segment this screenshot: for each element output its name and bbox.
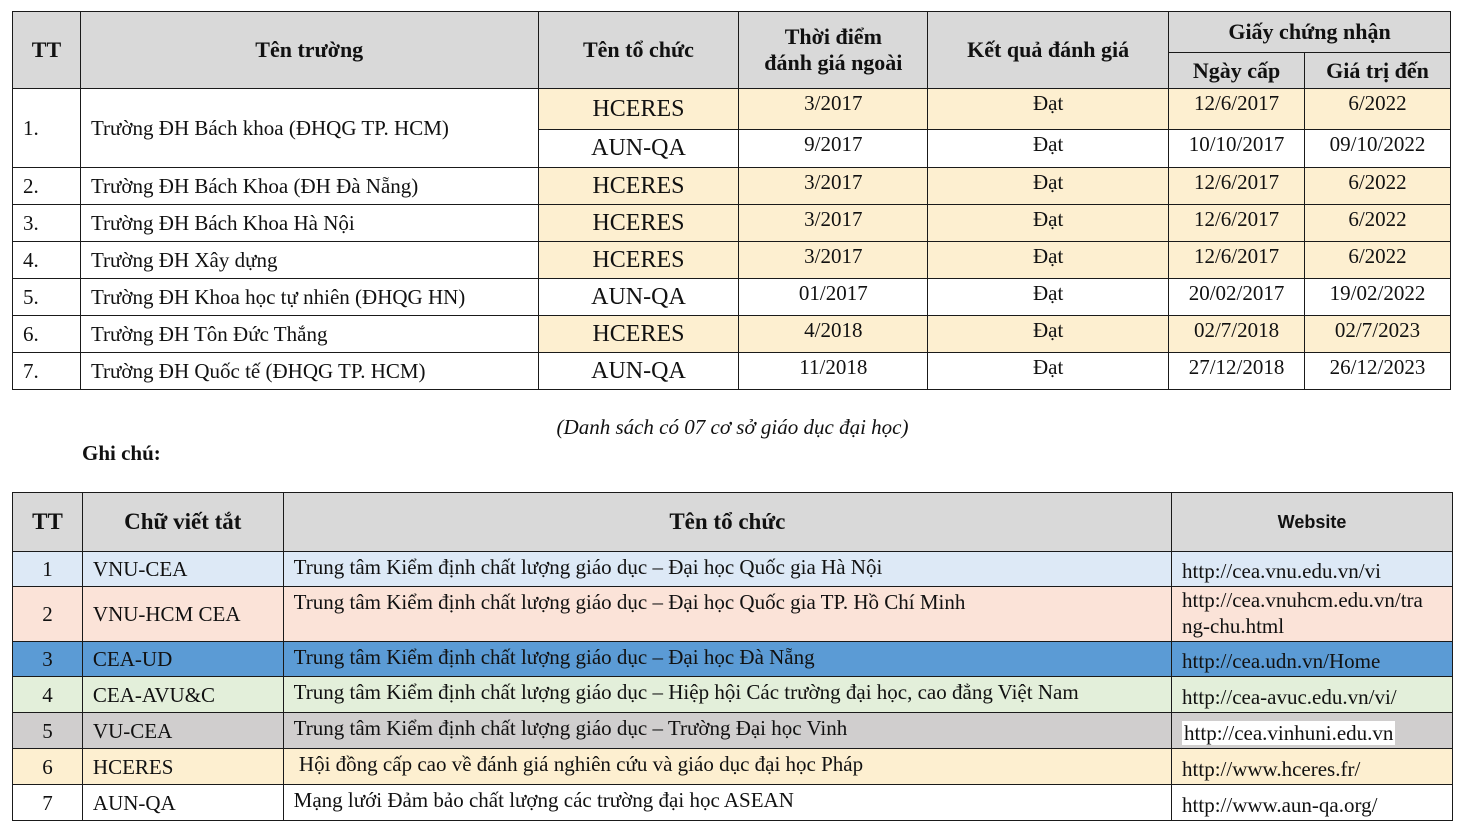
valid-until: 6/2022 [1305,242,1451,279]
table-row [13,785,1453,821]
table-row [13,677,1453,713]
eval-time: 9/2017 [739,130,928,168]
school-name: Trường ĐH Khoa học tự nhiên (ĐHQG HN) [80,279,538,316]
website-line2[interactable]: ng-chu.html [1182,614,1285,638]
row-number: 1 [13,552,83,587]
eval-result: Đạt [928,279,1169,316]
table-row [13,89,1451,130]
issued-date: 12/6/2017 [1169,205,1305,242]
eval-result: Đạt [928,205,1169,242]
table-row [13,353,1451,390]
issued-date: 12/6/2017 [1169,242,1305,279]
header-result: Kết quả đánh giá [928,12,1169,89]
valid-until: 6/2022 [1305,89,1451,130]
website-line1[interactable]: http://cea.vnuhcm.edu.vn/tra [1182,588,1423,612]
abbreviation: VU-CEA [82,713,283,749]
header-website: Website [1172,493,1453,552]
valid-until: 26/12/2023 [1305,353,1451,390]
table-row [13,316,1451,353]
eval-result: Đạt [928,130,1169,168]
table-row [13,168,1451,205]
header-issued: Ngày cấp [1169,53,1305,89]
valid-until: 02/7/2023 [1305,316,1451,353]
abbreviation: HCERES [82,749,283,785]
table-row [13,642,1453,677]
issued-date: 12/6/2017 [1169,168,1305,205]
row-number: 3 [13,642,83,677]
valid-until: 6/2022 [1305,168,1451,205]
row-number: 7. [13,353,81,390]
row-number: 1. [13,89,81,168]
org-name: Trung tâm Kiểm định chất lượng giáo dục – Đại học Đà Nẵng [283,642,1171,677]
abbreviation: VNU-CEA [82,552,283,587]
header-tt: TT [13,12,81,89]
issued-date: 12/6/2017 [1169,89,1305,130]
header-time-line1: Thời điểm [784,24,882,49]
org-name: Trung tâm Kiểm định chất lượng giáo dục – Đại học Quốc gia Hà Nội [283,552,1171,587]
row-number: 5. [13,279,81,316]
website-link[interactable]: http://cea.vnu.edu.vn/vi [1172,552,1453,587]
eval-time: 3/2017 [739,242,928,279]
eval-result: Đạt [928,168,1169,205]
header-org-name: Tên tổ chức [283,493,1171,552]
valid-until: 09/10/2022 [1305,130,1451,168]
abbreviation: CEA-UD [82,642,283,677]
header-abbr: Chữ viết tắt [82,493,283,552]
row-number: 2. [13,168,81,205]
table-row [13,205,1451,242]
issued-date: 02/7/2018 [1169,316,1305,353]
org-cell: HCERES [538,89,739,130]
org-cell: HCERES [538,205,739,242]
eval-time: 11/2018 [739,353,928,390]
abbreviation-table [12,492,1453,821]
eval-time: 4/2018 [739,316,928,353]
header-tt: TT [13,493,83,552]
org-cell: HCERES [538,316,739,353]
school-name: Trường ĐH Bách Khoa Hà Nội [80,205,538,242]
issued-date: 10/10/2017 [1169,130,1305,168]
header-org: Tên tổ chức [538,12,739,89]
row-number: 6 [13,749,83,785]
row-number: 6. [13,316,81,353]
abbreviation: VNU-HCM CEA [82,587,283,642]
table-row [13,279,1451,316]
table-row [13,749,1453,785]
header-certificate: Giấy chứng nhận [1169,12,1451,53]
org-cell: HCERES [538,242,739,279]
header-time-line2: đánh giá ngoài [764,50,903,75]
eval-result: Đạt [928,89,1169,130]
website-link[interactable]: http://cea.udn.vn/Home [1172,642,1453,677]
accreditation-table [12,11,1451,390]
org-name: Mạng lưới Đảm bảo chất lượng các trường đại học ASEAN [283,785,1171,821]
school-name: Trường ĐH Bách khoa (ĐHQG TP. HCM) [80,89,538,168]
row-number: 3. [13,205,81,242]
org-cell: AUN-QA [538,279,739,316]
row-number: 4. [13,242,81,279]
org-cell: AUN-QA [538,353,739,390]
org-name: Trung tâm Kiểm định chất lượng giáo dục – Trường Đại học Vinh [283,713,1171,749]
list-caption: (Danh sách có 07 cơ sở giáo dục đại học) [556,415,909,439]
row-number: 7 [13,785,83,821]
org-name: Trung tâm Kiểm định chất lượng giáo dục – Đại học Quốc gia TP. Hồ Chí Minh [283,587,1171,642]
org-name: Trung tâm Kiểm định chất lượng giáo dục – Hiệp hội Các trường đại học, cao đẳng Việt Nam [283,677,1171,713]
table-row [13,242,1451,279]
school-name: Trường ĐH Xây dựng [80,242,538,279]
eval-result: Đạt [928,353,1169,390]
abbreviation: CEA-AVU&C [82,677,283,713]
issued-date: 27/12/2018 [1169,353,1305,390]
org-name: Hội đồng cấp cao về đánh giá nghiên cứu và giáo dục đại học Pháp [283,749,1171,785]
eval-result: Đạt [928,316,1169,353]
eval-time: 3/2017 [739,205,928,242]
school-name: Trường ĐH Tôn Đức Thắng [80,316,538,353]
valid-until: 19/02/2022 [1305,279,1451,316]
eval-time: 3/2017 [739,168,928,205]
eval-time: 01/2017 [739,279,928,316]
school-name: Trường ĐH Bách Khoa (ĐH Đà Nẵng) [80,168,538,205]
table-row [13,587,1453,642]
website-cell [1172,713,1453,749]
row-number: 4 [13,677,83,713]
table-row [13,713,1453,749]
eval-time: 3/2017 [739,89,928,130]
org-cell: AUN-QA [538,130,739,168]
eval-result: Đạt [928,242,1169,279]
note-label: Ghi chú: [82,441,161,465]
valid-until: 6/2022 [1305,205,1451,242]
abbreviation: AUN-QA [82,785,283,821]
org-cell: HCERES [538,168,739,205]
website-link[interactable]: http://cea.vinhuni.edu.vn [1184,721,1394,745]
row-number: 5 [13,713,83,749]
website-link[interactable]: http://www.aun-qa.org/ [1172,785,1453,821]
header-school: Tên trường [80,12,538,89]
issued-date: 20/02/2017 [1169,279,1305,316]
website-link[interactable]: http://cea-avuc.edu.vn/vi/ [1172,677,1453,713]
school-name: Trường ĐH Quốc tế (ĐHQG TP. HCM) [80,353,538,390]
table-row [13,552,1453,587]
website-link[interactable] [1172,587,1453,642]
row-number: 2 [13,587,83,642]
header-time [739,12,928,89]
header-valid-until: Giá trị đến [1305,53,1451,89]
website-link[interactable]: http://www.hceres.fr/ [1172,749,1453,785]
